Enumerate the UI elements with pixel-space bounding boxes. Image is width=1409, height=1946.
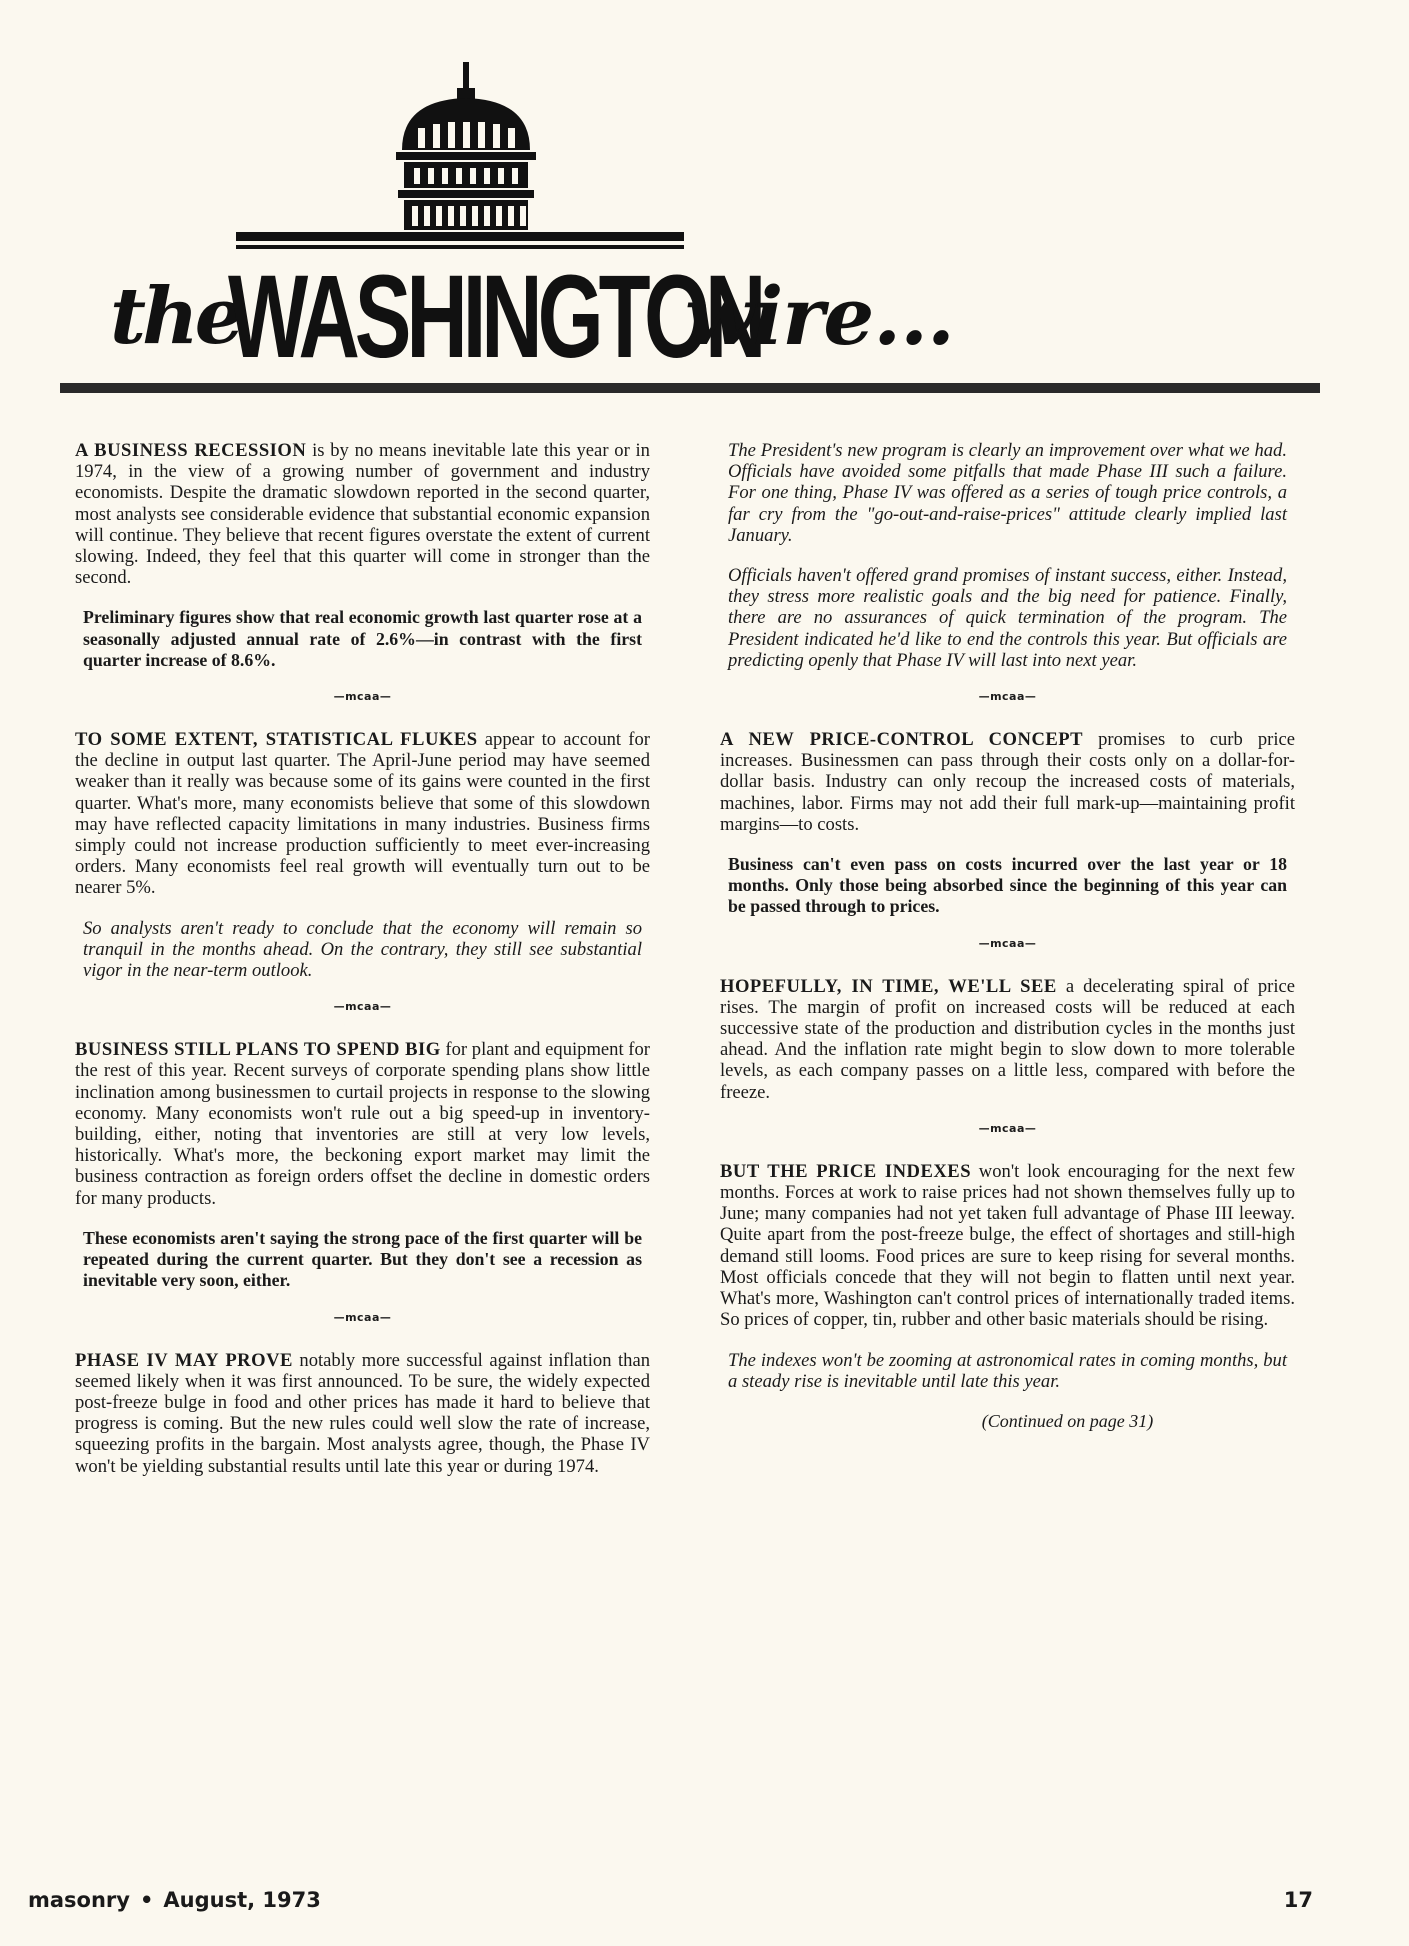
footer-magazine: masonry bbox=[28, 1888, 130, 1912]
paragraph-body: a decelerating spiral of price rises. The margin of profit on increased costs will be reduced at each successive state of the production and distribution cycles in the months just ahead. And the inflation rate might begin to slow down to more tolerable levels, as each company passes on a little less, compared with before the freeze. bbox=[720, 975, 1295, 1103]
article-paragraph bbox=[720, 729, 1295, 835]
paragraph-lead: TO SOME EXTENT, STATISTICAL FLUKES bbox=[75, 729, 478, 751]
masthead-suffix: wire... bbox=[685, 269, 954, 363]
paragraph-body: is by no means inevitable late this year or in 1974, in the view of a growing number of government and industry economists. Despite the dramatic slowdown reported in the second quarter, most analysts see considerable evidence that substantial economic expansion will continue. They believe that recent figures overstate the extent of current slowing. Indeed, they feel that this quarter will come in stronger than the second. bbox=[75, 440, 650, 589]
paragraph-lead: PHASE IV MAY PROVE bbox=[75, 1349, 293, 1371]
paragraph-body: won't look encouraging for the next few months. Forces at work to raise prices had not shown themselves fully up to June; many companies had not yet taken full advantage of Phase III leeway. Quite apart from the post-freeze bulge, the effect of shortages and still-high demand still looms. Food prices are sure to keep rising for several months. Most officials concede that they will not begin to flatten until next year. What's more, Washington can't control prices of internationally traded items. So prices of copper, tin, rubber and other basic materials should be rising. bbox=[720, 1160, 1295, 1331]
section-separator: —mcaa— bbox=[333, 1310, 392, 1324]
italic-commentary: Officials haven't offered grand promises of instant success, either. Instead, they stress more realistic goals and the big need for patience. Finally, there are no assurances of quick termination of the program. The President indicated he'd like to end the controls this year. But officials are predicting openly that Phase IV will last into next year. bbox=[728, 565, 1287, 671]
paragraph-lead: A BUSINESS RECESSION bbox=[75, 440, 307, 461]
section-separator: —mcaa— bbox=[333, 1000, 392, 1014]
section-separator: —mcaa— bbox=[333, 690, 392, 704]
masthead-title bbox=[110, 235, 1110, 383]
paragraph-lead: HOPEFULLY, IN TIME, WE'LL SEE bbox=[720, 975, 1057, 997]
section-separator: —mcaa— bbox=[978, 690, 1037, 704]
continued-note: (Continued on page 31) bbox=[981, 1410, 1154, 1431]
paragraph-lead: BUSINESS STILL PLANS TO SPEND BIG bbox=[75, 1039, 441, 1061]
footer-magazine-date bbox=[28, 1888, 321, 1912]
paragraph-body: for plant and equipment for the rest of this year. Recent surveys of corporate spending plans show little inclination among businessmen to curtail projects in response to the slowing economy. Many economists won't rule out a big speed-up in inventory-building, either, noting that inventories are still at very low levels, historically. What's more, the beckoning export market may limit the business contraction as foreign orders offset the decline in domestic orders for many products. bbox=[75, 1039, 650, 1209]
paragraph-body: promises to curb price increases. Businessmen can pass through their costs only on a dollar-for-dollar basis. Industry can only recoup the increased costs of materials, machines, labor. Firms may not add their full mark-up—maintaining profit margins—to costs. bbox=[720, 729, 1295, 835]
article-paragraph bbox=[720, 976, 1295, 1103]
section-separator: —mcaa— bbox=[978, 936, 1037, 950]
footer-date: August, 1973 bbox=[163, 1888, 321, 1912]
italic-commentary: So analysts aren't ready to conclude that the economy will remain so tranquil in the months ahead. On the contrary, they still see substantial vigor in the near-term outlook. bbox=[83, 917, 642, 982]
paragraph-body: appear to account for the decline in output last quarter. The April-June period may have seemed weaker than it really was because some of its gains were counted in the first quarter. What's more, many economists believe that some of this slowdown may have reflected capacity limitations in many industries. Business firms simply could not increase production sufficiently to meet ever-increasing orders. Many economists feel real growth will eventually turn out to be nearer 5%. bbox=[75, 729, 650, 899]
page-number: 17 bbox=[1283, 1888, 1313, 1912]
paragraph-lead: BUT THE PRICE INDEXES bbox=[720, 1160, 972, 1182]
article-paragraph bbox=[75, 1350, 650, 1477]
paragraph-lead: A NEW PRICE-CONTROL CONCEPT bbox=[720, 729, 1084, 751]
article-paragraph bbox=[75, 729, 650, 899]
left-column bbox=[75, 440, 650, 1496]
paragraph-body: notably more successful against inflation than seemed likely when it was first announced. To be sure, the widely expected post-freeze bulge in food and other prices has made it hard to believe that progress is coming. But the new rules could well slow the rate of increase, squeezing profits in the bargain. Most analysts agree, though, the Phase IV won't be yielding substantial results until late this year or during 1974. bbox=[75, 1349, 651, 1477]
bold-summary: Business can't even pass on costs incurred over the last year or 18 months. Only those being absorbed since the beginning of this year can be passed through to prices. bbox=[728, 854, 1287, 917]
masthead bbox=[0, 0, 1409, 400]
masthead-prefix: the bbox=[110, 271, 241, 362]
section-separator: —mcaa— bbox=[978, 1121, 1037, 1135]
right-column bbox=[720, 440, 1295, 1451]
masthead-main: WASHINGTON bbox=[228, 251, 762, 383]
bold-summary: Preliminary figures show that real economic growth last quarter rose at a seasonally adjusted annual rate of 2.6%—in contrast with the first quarter increase of 8.6%. bbox=[83, 607, 642, 670]
italic-commentary: The President's new program is clearly an improvement over what we had. Officials have avoided some pitfalls that made Phase III such a failure. For one thing, Phase IV was offered as a series of tough price controls, a far cry from the "go-out-and-raise-prices" attitude clearly implied last January. bbox=[728, 440, 1287, 546]
italic-commentary: The indexes won't be zooming at astronomical rates in coming months, but a steady rise is inevitable until late this year. bbox=[728, 1349, 1287, 1392]
article-paragraph bbox=[75, 1039, 650, 1209]
article-paragraph bbox=[75, 440, 650, 588]
bold-summary: These economists aren't saying the strong pace of the first quarter will be repeated during the current quarter. But they don't see a recession as inevitable very soon, either. bbox=[83, 1227, 642, 1291]
article-paragraph bbox=[720, 1161, 1295, 1331]
footer-bullet: • bbox=[139, 1888, 154, 1912]
